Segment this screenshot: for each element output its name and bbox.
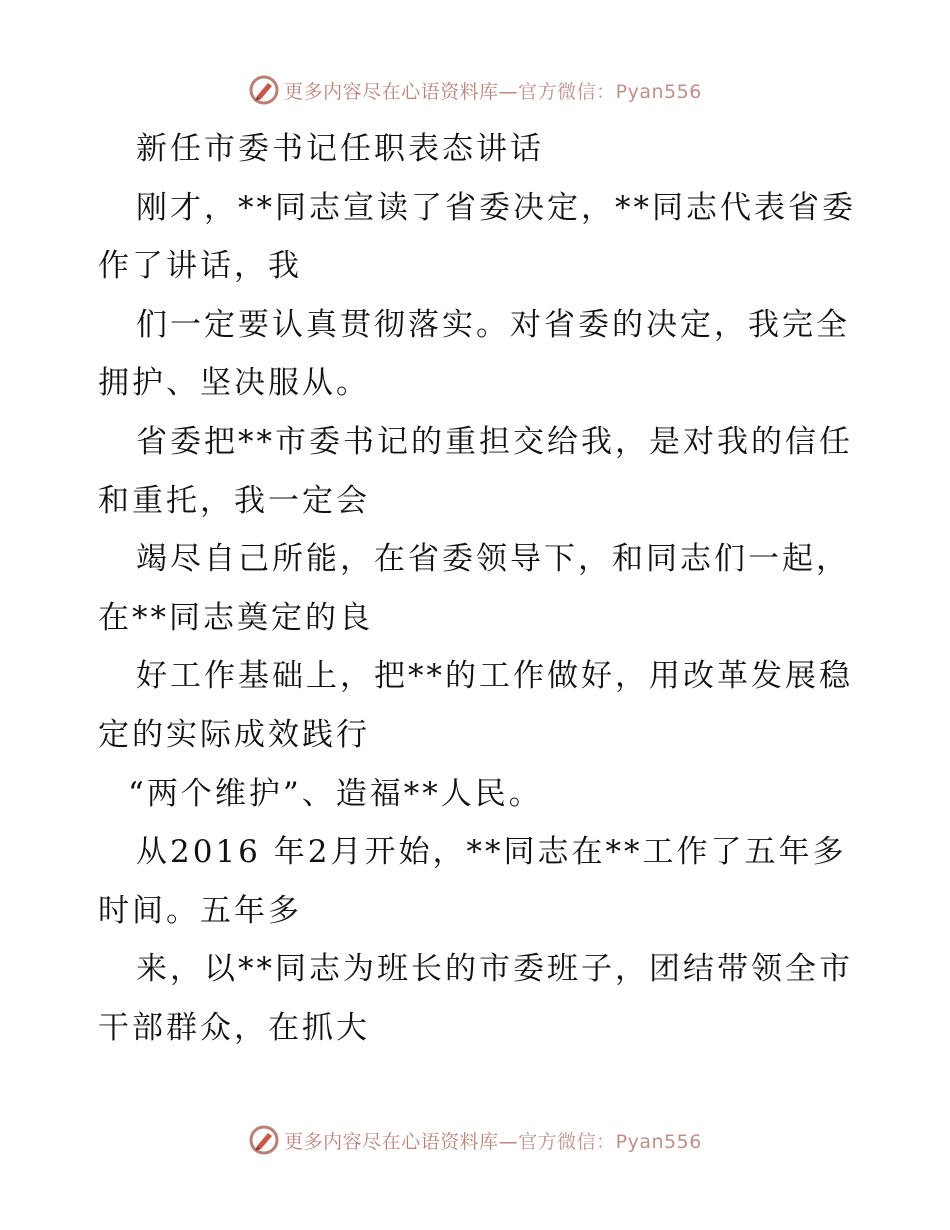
paragraph-line: 们一定要认真贯彻落实。对省委的决定，我完全 — [136, 306, 850, 343]
banner-text: 更多内容尽在心语资料库—官方微信：Pyan556 — [284, 80, 702, 103]
paragraph-line: 竭尽自己所能，在省委领导下，和同志们一起， — [136, 541, 850, 578]
paragraph-line: 作了讲话，我 — [98, 248, 302, 285]
paragraph-line: 在**同志奠定的良 — [98, 599, 373, 636]
paragraph-line: 来，以**同志为班长的市委班子，团结带领全市 — [136, 951, 853, 988]
footer-watermark-banner — [0, 1120, 950, 1160]
pen-nib-icon — [248, 1124, 280, 1156]
paragraph-line: 省委把**市委书记的重担交给我，是对我的信任 — [136, 423, 853, 460]
paragraph-line: 拥护、坚决服从。 — [98, 365, 370, 402]
paragraph-line: 干部群众，在抓大 — [98, 1009, 370, 1046]
paragraph-line: 好工作基础上，把**的工作做好，用改革发展稳 — [136, 658, 853, 695]
paragraph-line: 定的实际成效践行 — [98, 716, 370, 753]
paragraph-line: 和重托，我一定会 — [98, 482, 370, 519]
pen-nib-icon — [248, 74, 280, 106]
document-body — [98, 120, 858, 1058]
banner-wechat: 官方微信：Pyan556 — [518, 80, 702, 103]
header-watermark-banner — [0, 70, 950, 110]
banner-text: 更多内容尽在心语资料库—官方微信：Pyan556 — [284, 1130, 702, 1153]
paragraph-line: 从2016 年2月开始，**同志在**工作了五年多 — [136, 834, 847, 871]
document-title: 新任市委书记任职表态讲话 — [136, 131, 544, 167]
paragraph-line: “两个维护”、造福**人民。 — [128, 775, 543, 812]
paragraph-line: 时间。五年多 — [98, 892, 302, 929]
paragraph-line: 刚才，**同志宣读了省委决定，**同志代表省委 — [136, 189, 856, 226]
banner-wechat: 官方微信：Pyan556 — [518, 1130, 702, 1153]
